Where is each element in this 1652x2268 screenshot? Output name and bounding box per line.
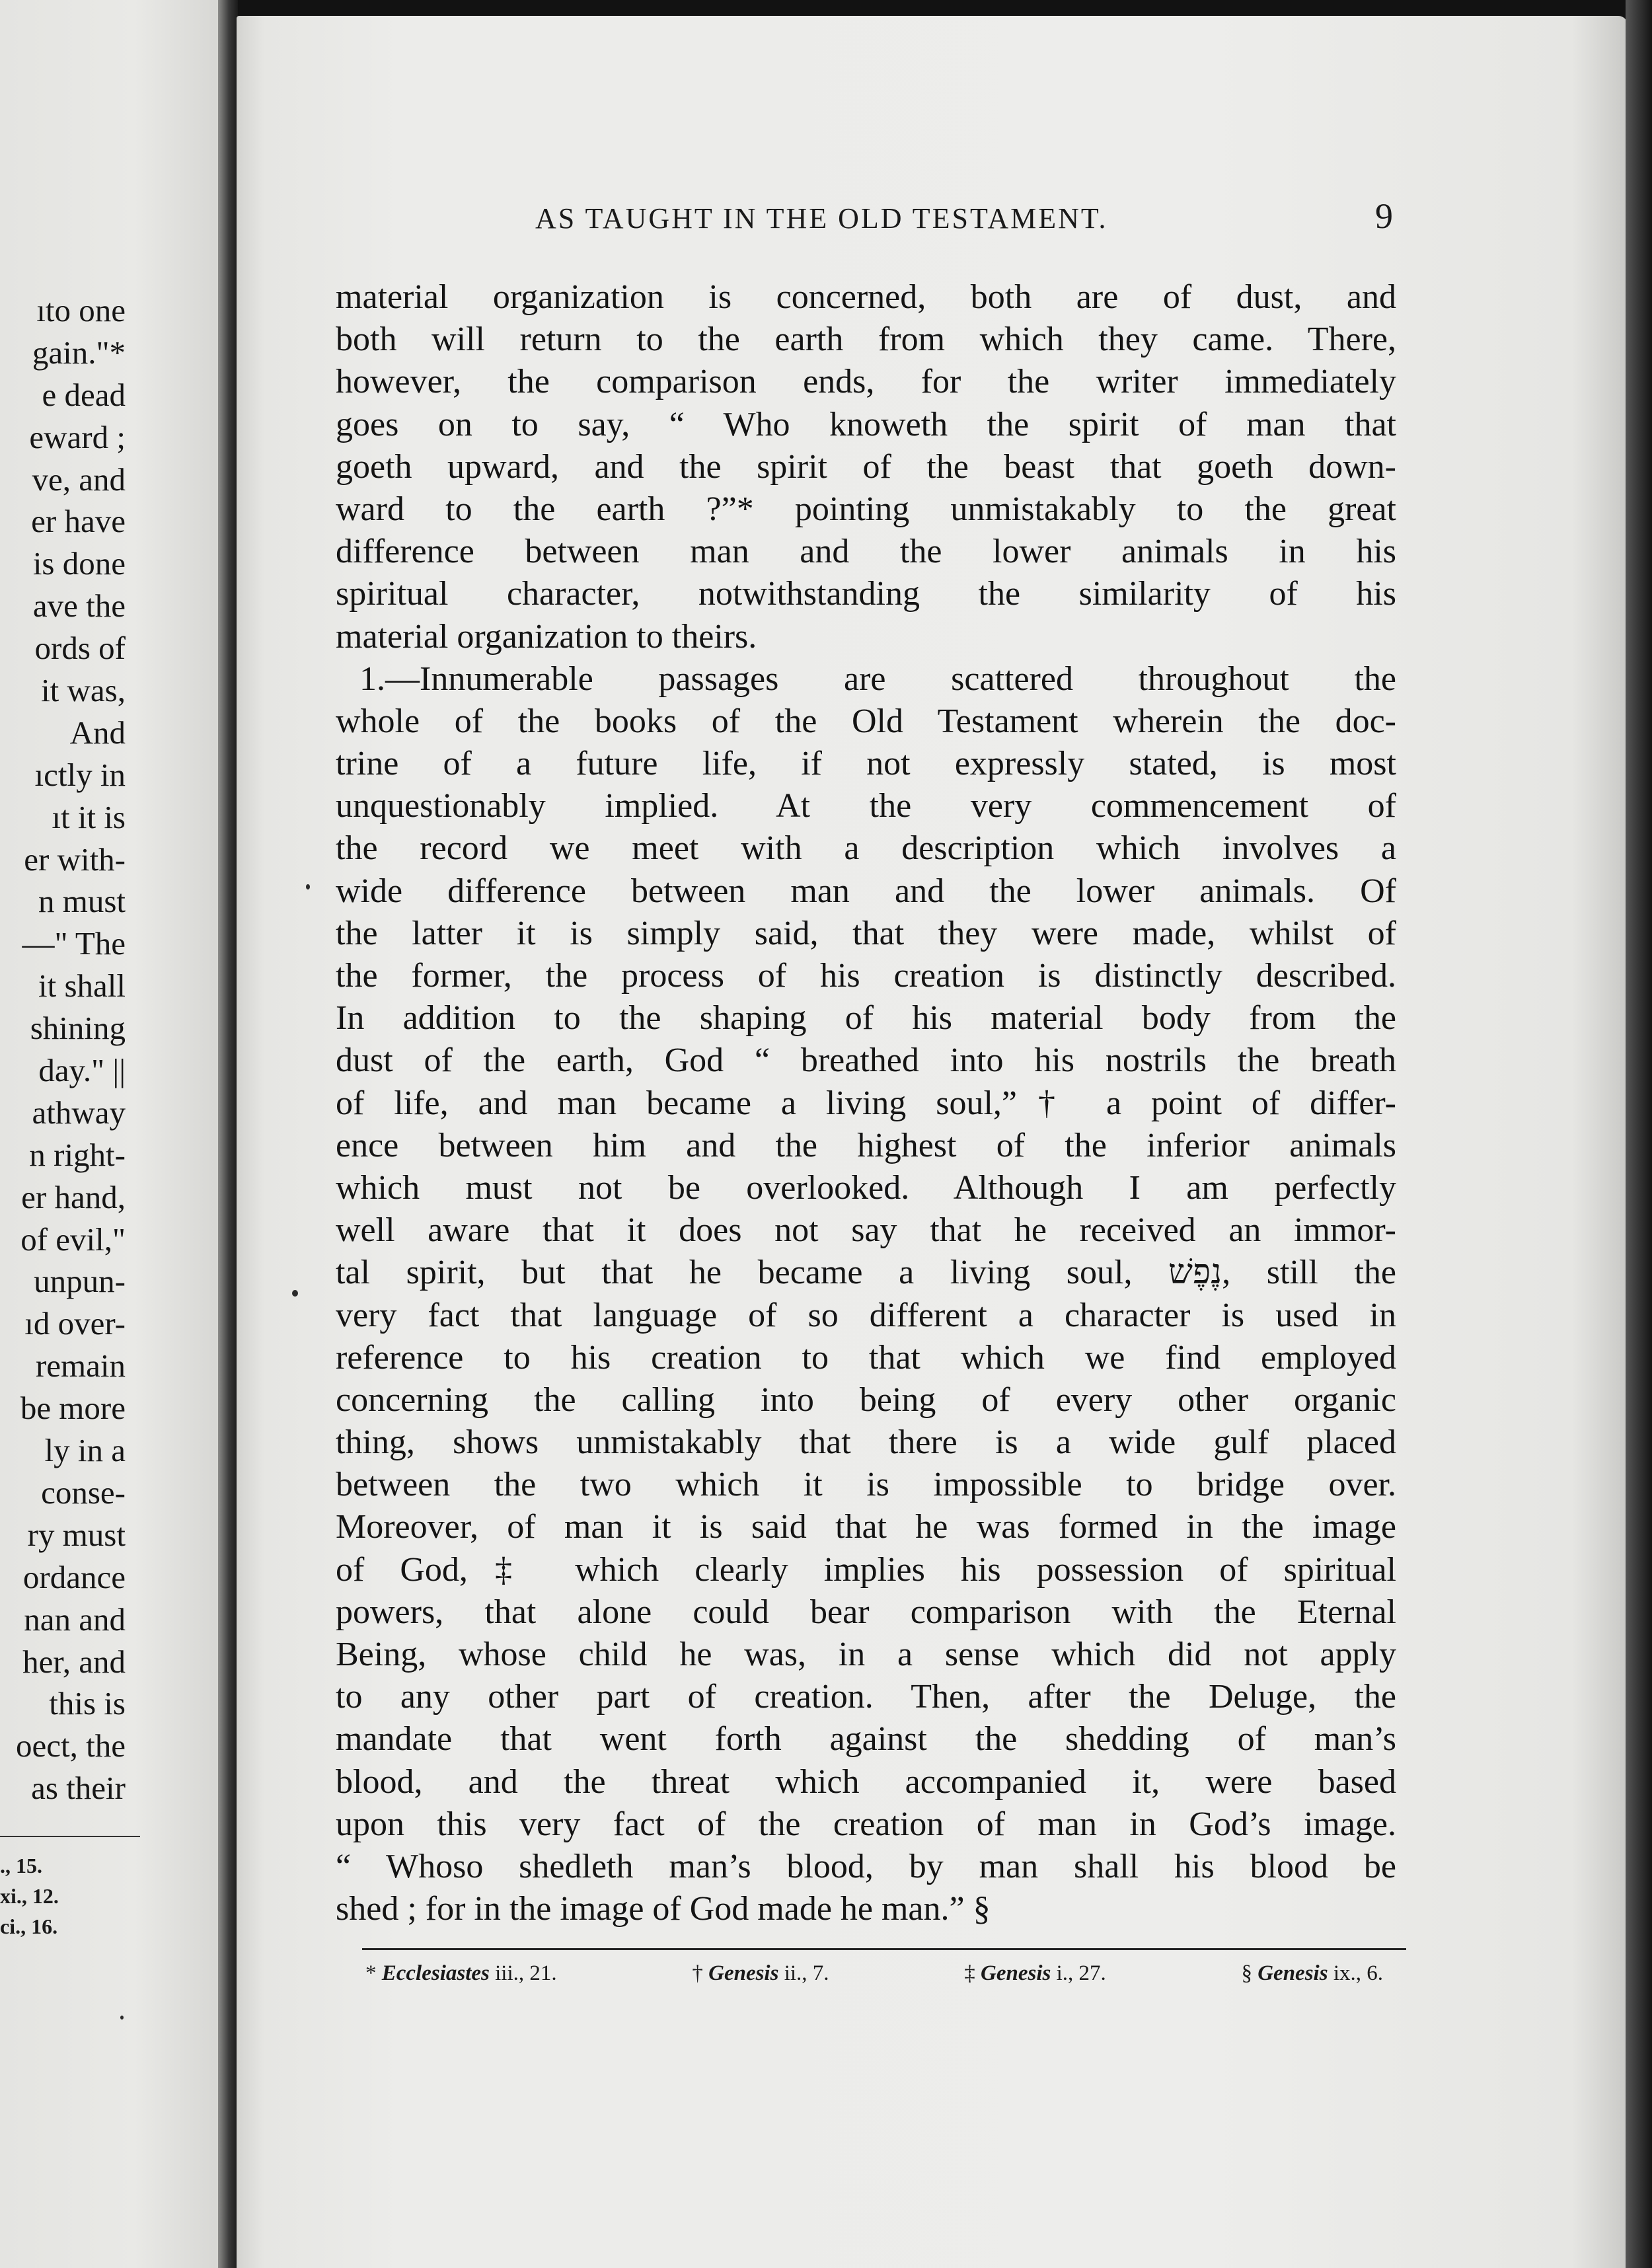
left-page-line: n must (38, 883, 126, 920)
footnote-ref: iii., 21. (495, 1961, 557, 1985)
left-page-line: be more (20, 1390, 126, 1427)
left-page-line: her, and (22, 1643, 126, 1680)
left-page-line: unpun- (34, 1263, 126, 1300)
left-page-line: shining (30, 1010, 126, 1047)
footnote (964, 1961, 1106, 1986)
left-page-line: athway (32, 1094, 126, 1131)
left-page-line: it was, (41, 672, 126, 709)
footnote-book: Genesis (1258, 1961, 1328, 1985)
footnotes (365, 1961, 1383, 1986)
text-line: the former, the process of his creation is distinctly described. (336, 957, 1396, 995)
footnote (365, 1961, 557, 1986)
left-page-line: day." || (38, 1052, 126, 1089)
text-line: shed ; for in the image of God made he man.” § (336, 1890, 991, 1928)
left-page-line: ve, and (32, 461, 126, 498)
footnote-ref: ix., 6. (1333, 1961, 1383, 1985)
page-edge-shadow (1626, 0, 1652, 2268)
text-line: mandate that went forth against the shedding of man’s (336, 1720, 1396, 1758)
left-page-footnote: xi., 12. (0, 1884, 59, 1908)
scan-speck (120, 2016, 124, 2020)
left-page-footnote-rule (0, 1836, 140, 1837)
left-page-line: conse- (41, 1474, 126, 1511)
text-line: well aware that it does not say that he received an immor- (336, 1211, 1396, 1250)
text-line: goeth upward, and the spirit of the beast that goeth down- (336, 447, 1396, 486)
left-page-line: e dead (42, 376, 126, 413)
text-line: Moreover, of man it is said that he was formed in the image (336, 1508, 1396, 1546)
left-page-line: er hand, (21, 1178, 126, 1215)
scan-speck (292, 1290, 298, 1297)
text-line: powers, that alone could bear comparison with the Eternal (336, 1593, 1396, 1631)
page-number: 9 (1375, 196, 1395, 236)
left-page-line: ave the (32, 587, 126, 624)
text-line: upon this very fact of the creation of man in God’s image. (336, 1805, 1396, 1843)
left-page-line: nan and (24, 1601, 126, 1638)
text-line: whole of the books of the Old Testament wherein the doc- (336, 702, 1396, 740)
text-line: material organization to theirs. (336, 617, 757, 656)
footnote-rule (362, 1948, 1406, 1950)
left-page-line: oect, the (16, 1727, 126, 1764)
running-title: AS TAUGHT IN THE OLD TESTAMENT. (535, 202, 1108, 235)
left-page-line: And (69, 714, 126, 751)
left-page-line: it shall (38, 967, 126, 1004)
left-page-footnotes (0, 1850, 106, 1942)
text-line: Being, whose child he was, in a sense which did not apply (336, 1636, 1396, 1673)
text-line: between the two which it is impossible to bridge over. (336, 1466, 1396, 1504)
text-line: to any other part of creation. Then, after the Deluge, the (336, 1678, 1396, 1716)
left-page-line: ıto one (36, 292, 126, 328)
left-page-line: ords of (34, 630, 126, 667)
left-page-line: ıt it is (52, 798, 126, 835)
left-page-line: eward ; (29, 418, 126, 455)
footnote-mark: † (692, 1961, 703, 1985)
left-page-line: as their (31, 1770, 126, 1807)
text-line: wide difference between man and the lower animals. Of (336, 872, 1396, 910)
text-line: tal spirit, but that he became a living soul, נֶפֶשׁ, still the (336, 1254, 1396, 1292)
left-page-line: —" The (22, 925, 126, 962)
left-page-line: remain (35, 1347, 126, 1384)
footnote-ref: i., 27. (1056, 1961, 1106, 1985)
left-page-footnote: ci., 16. (0, 1914, 58, 1938)
text-line: ward to the earth ?”* pointing unmistakably to the great (336, 490, 1396, 528)
left-facing-page (0, 0, 225, 2268)
text-line: however, the comparison ends, for the writer immediately (336, 363, 1396, 401)
text-line: very fact that language of so different a character is used in (336, 1296, 1396, 1334)
scan-speck (306, 884, 310, 889)
text-line: spiritual character, notwithstanding the similarity of his (336, 575, 1396, 613)
left-page-line: ıctly in (34, 756, 126, 793)
footnote-book: Genesis (708, 1961, 779, 1985)
left-page-line: this is (49, 1685, 126, 1722)
text-line: “ Whoso shedleth man’s blood, by man shall his blood be (336, 1847, 1396, 1885)
running-head (337, 196, 1398, 237)
footnote-mark: § (1241, 1961, 1252, 1985)
footnote-mark: ‡ (964, 1961, 975, 1985)
text-line: concerning the calling into being of every other organic (336, 1380, 1396, 1419)
footnote (692, 1961, 829, 1986)
left-page-line: ry must (27, 1516, 126, 1553)
left-page-line: of evil," (20, 1221, 126, 1258)
book-gutter (218, 0, 238, 2268)
footnote (1241, 1961, 1383, 1986)
left-page-footnote: ., 15. (0, 1854, 42, 1877)
text-line: the latter it is simply said, that they were made, whilst of (336, 914, 1396, 952)
text-line: In addition to the shaping of his material body from the (336, 999, 1396, 1038)
text-line: blood, and the threat which accompanied it, were based (336, 1762, 1396, 1801)
text-line: of God,‡ which clearly implies his possession of spiritual (336, 1550, 1396, 1589)
text-line: ence between him and the highest of the inferior animals (336, 1126, 1396, 1164)
body-text (336, 276, 1396, 1930)
text-line: dust of the earth, God “ breathed into his nostrils the breath (336, 1041, 1396, 1080)
left-page-line: ly in a (44, 1432, 126, 1469)
text-line: trine of a future life, if not expressly stated, is most (336, 745, 1396, 783)
left-page-line: ıd over- (24, 1305, 126, 1342)
text-line: difference between man and the lower animals in his (336, 533, 1396, 571)
text-line: which must not be overlooked. Although I am perfectly (336, 1168, 1396, 1207)
text-line: of life, and man became a living soul,”† a point of differ- (336, 1084, 1396, 1122)
left-page-line: er have (31, 503, 126, 540)
text-line: the record we meet with a description which involves a (336, 829, 1396, 868)
text-line: 1.—Innumerable passages are scattered throughout the (359, 660, 1396, 698)
footnote-book: Ecclesiastes (381, 1961, 490, 1985)
left-page-line: gain."* (32, 334, 126, 371)
left-page-line: er with- (24, 841, 126, 878)
text-line: both will return to the earth from which they came. There, (336, 321, 1396, 359)
footnote-book: Genesis (981, 1961, 1051, 1985)
left-page-line: n right- (29, 1136, 126, 1173)
text-line: unquestionably implied. At the very commencement of (336, 787, 1396, 825)
text-line: thing, shows unmistakably that there is a wide gulf placed (336, 1423, 1396, 1462)
left-page-text (0, 289, 126, 1809)
footnote-mark: * (365, 1961, 377, 1985)
text-line: reference to his creation to that which we find employed (336, 1338, 1396, 1377)
text-line: goes on to say, “ Who knoweth the spirit of man that (336, 405, 1396, 443)
footnote-ref: ii., 7. (784, 1961, 829, 1985)
left-page-line: ordance (22, 1558, 126, 1595)
left-page-line: is done (32, 545, 126, 582)
text-line: material organization is concerned, both are of dust, and (336, 278, 1396, 316)
